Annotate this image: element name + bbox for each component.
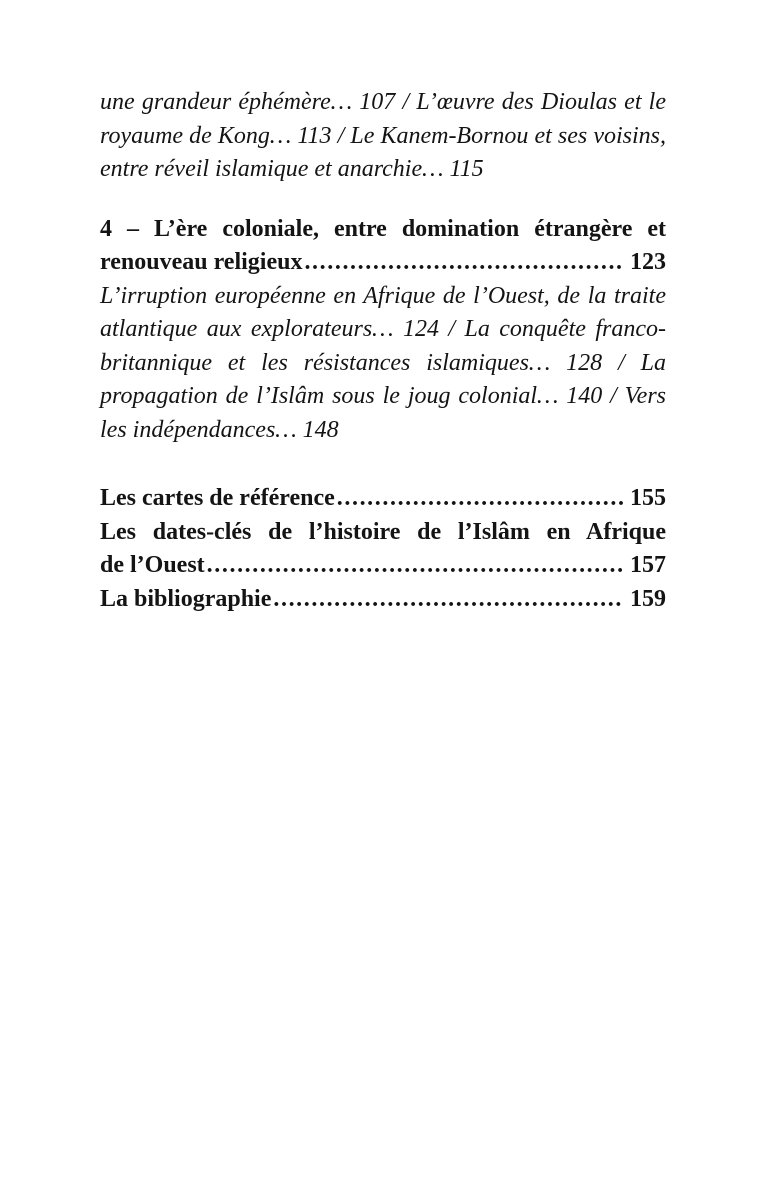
chapter-4-title-line2-text: renouveau religieux [100, 249, 303, 275]
page-text-column [100, 86, 666, 616]
back-matter-entries [100, 482, 666, 616]
dot-leader [207, 549, 624, 583]
chapter-4-title-line2 [100, 246, 666, 280]
toc-entry-dates-cles [100, 516, 666, 583]
toc-entry-bibliographie-page-number: 159 [630, 585, 666, 612]
chapter-4-subsections-paragraph: L’irruption européenne en Afrique de l’Ouest, de la traite atlantique aux explorateurs… 124 / La conquête franco-britannique et les résistances islamiques… 128 / La propagation de l’Islâm sous le joug colonial… 140 / Vers les indépendances… 148 [100, 282, 666, 443]
toc-entry-dates-cles-label-line1: Les dates-clés de l’histoire de l’Islâm en Afrique [100, 518, 666, 545]
toc-entry-dates-cles-page-number: 157 [630, 552, 666, 578]
toc-entry-bibliographie [100, 583, 666, 617]
dot-leader [337, 482, 624, 516]
chapter-4-title-line1: 4 – L’ère coloniale, entre domination étrangère et [100, 215, 666, 242]
toc-entry-dates-cles-line2 [100, 549, 666, 583]
chapter-4-page-number: 123 [630, 249, 666, 275]
dot-leader [273, 583, 624, 617]
toc-continuation-paragraph: une grandeur éphémère… 107 / L’œuvre des Dioulas et le royaume de Kong… 113 / Le Kanem-Bornou et ses voisins, entre réveil islamique et anarchie… 115 [100, 89, 666, 182]
toc-entry-cartes-page-number: 155 [630, 485, 666, 511]
dot-leader [304, 246, 624, 280]
chapter-4-heading [100, 213, 666, 280]
toc-entry-bibliographie-label: La bibliographie [100, 585, 272, 612]
toc-entry-dates-cles-label-line2: de l’Ouest [100, 552, 205, 578]
toc-entry-cartes [100, 482, 666, 516]
toc-entry-cartes-label: Les cartes de référence [100, 485, 335, 511]
